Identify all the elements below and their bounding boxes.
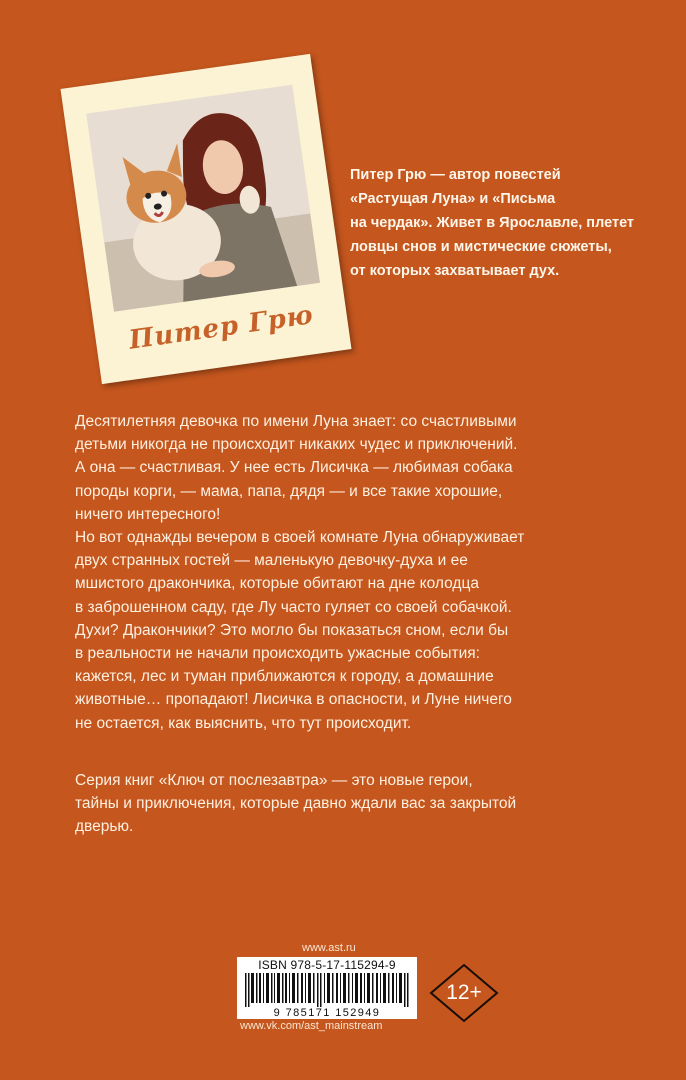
- author-photo: [86, 85, 320, 312]
- description-line: А она — счастливая. У нее есть Лисичка — любимая собака: [75, 459, 513, 477]
- author-signature: Питер Грю: [127, 300, 316, 356]
- description-line: породы корги, — мама, папа, дядя — и все такие хорошие,: [75, 482, 503, 500]
- barcode-block: [237, 957, 417, 1019]
- publisher-site-url[interactable]: www.ast.ru: [302, 942, 356, 954]
- description-line: ничего интересного!: [75, 505, 221, 523]
- author-with-corgi-image: [86, 85, 320, 312]
- description-line: не остается, как выяснить, что тут происходит.: [75, 714, 412, 732]
- series-line: Серия книг «Ключ от послезавтра» — это новые герои,: [75, 772, 473, 789]
- bio-line: от которых захватывает дух.: [350, 263, 560, 279]
- bio-line: «Растущая Луна» и «Письма: [350, 191, 556, 207]
- author-bio: [350, 163, 650, 283]
- book-description: [75, 410, 635, 735]
- description-line: Но вот однажды вечером в своей комнате Луна обнаруживает: [75, 529, 525, 547]
- description-line: в реальности не начали происходить ужасные события:: [75, 645, 480, 663]
- bio-line: ловцы снов и мистические сюжеты,: [350, 239, 612, 255]
- bio-line: на чердак». Живет в Ярославле, плетет: [350, 215, 635, 231]
- description-line: детьми никогда не происходит никаких чудес и приключений.: [75, 436, 518, 454]
- description-line: животные… пропадают! Лисичка в опасности, и Луне ничего: [75, 691, 512, 709]
- description-line: в заброшенном саду, где Лу часто гуляет со своей собачкой.: [75, 598, 512, 616]
- author-photo-card: [60, 54, 351, 384]
- isbn-label: ISBN 978-5-17-115294-9: [258, 958, 396, 972]
- description-line: Десятилетняя девочка по имени Луна знает: со счастливыми: [75, 413, 517, 430]
- series-line: дверью.: [75, 818, 134, 836]
- barcode-bars-icon: [245, 973, 409, 1007]
- description-line: двух странных гостей — маленькую девочку-духа и ее: [75, 552, 468, 570]
- description-line: мшистого дракончика, которые обитают на дне колодца: [75, 575, 479, 593]
- description-line: Духи? Дракончики? Это могло бы показаться сном, если бы: [75, 621, 509, 639]
- series-line: тайны и приключения, которые давно ждали вас за закрытой: [75, 795, 517, 813]
- series-blurb: [75, 769, 635, 839]
- vk-url[interactable]: www.vk.com/ast_mainstream: [240, 1020, 383, 1032]
- age-rating-badge: [429, 963, 499, 1023]
- barcode-digits: 9 785171 152949: [273, 1007, 381, 1019]
- bio-line: Питер Грю — автор повестей: [350, 167, 561, 183]
- age-rating-label: 12+: [446, 981, 482, 1004]
- description-line: кажется, лес и туман приближаются к городу, а домашние: [75, 668, 494, 686]
